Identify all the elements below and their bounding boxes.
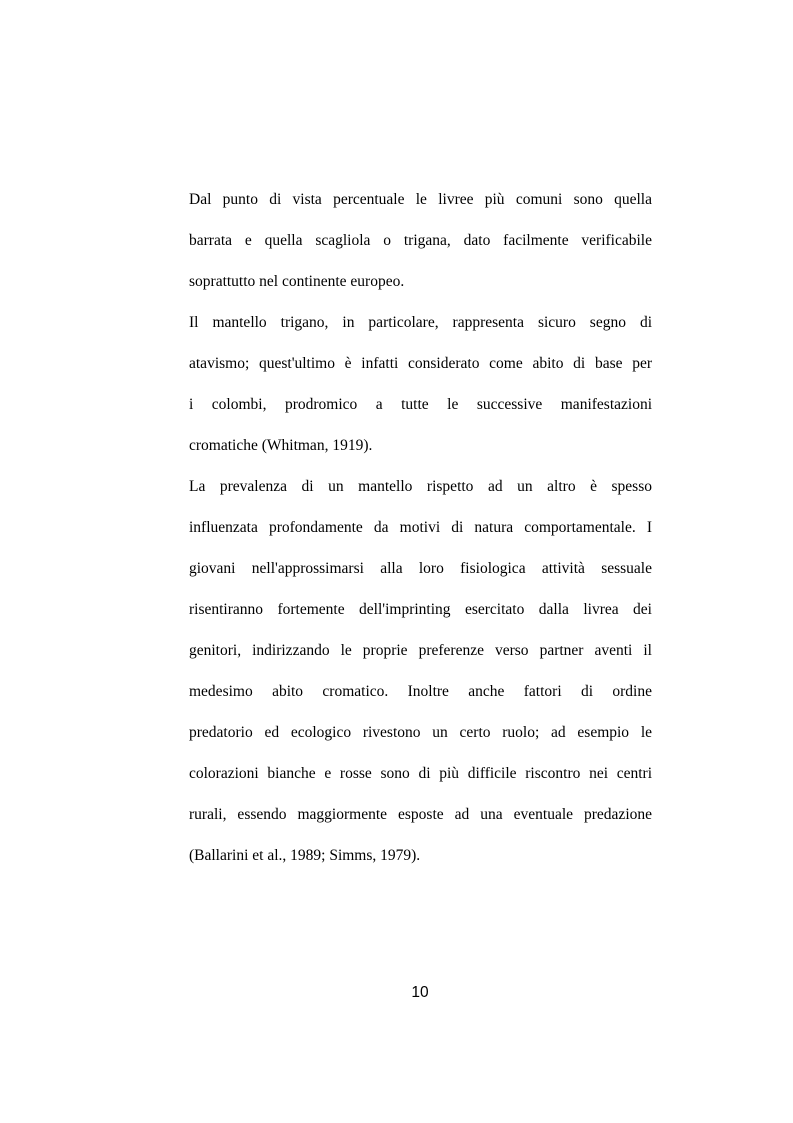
text-line: genitori, indirizzando le proprie preferenze verso partner aventi il <box>189 642 652 659</box>
text-line: atavismo; quest'ultimo è infatti considerato come abito di base per <box>189 355 652 372</box>
text-line: La prevalenza di un mantello rispetto ad un altro è spesso <box>189 478 652 495</box>
text-line: barrata e quella scagliola o trigana, dato facilmente verificabile <box>189 232 652 249</box>
text-line: Dal punto di vista percentuale le livree più comuni sono quella <box>189 191 652 208</box>
text-line: influenzata profondamente da motivi di natura comportamentale. I <box>189 519 652 536</box>
text-line: i colombi, prodromico a tutte le successive manifestazioni <box>189 396 652 413</box>
text-line: medesimo abito cromatico. Inoltre anche fattori di ordine <box>189 683 652 700</box>
text-line: predatorio ed ecologico rivestono un certo ruolo; ad esempio le <box>189 724 652 741</box>
text-line: cromatiche (Whitman, 1919). <box>189 437 373 454</box>
text-line: colorazioni bianche e rosse sono di più difficile riscontro nei centri <box>189 765 652 782</box>
page-number: 10 <box>411 984 429 1001</box>
text-line: risentiranno fortemente dell'imprinting esercitato dalla livrea dei <box>189 601 652 618</box>
text-line: giovani nell'approssimarsi alla loro fisiologica attività sessuale <box>189 560 652 577</box>
text-line: rurali, essendo maggiormente esposte ad una eventuale predazione <box>189 806 652 823</box>
text-line: Il mantello trigano, in particolare, rappresenta sicuro segno di <box>189 314 652 331</box>
text-line: soprattutto nel continente europeo. <box>189 273 405 290</box>
text-line: (Ballarini et al., 1989; Simms, 1979). <box>189 847 421 864</box>
